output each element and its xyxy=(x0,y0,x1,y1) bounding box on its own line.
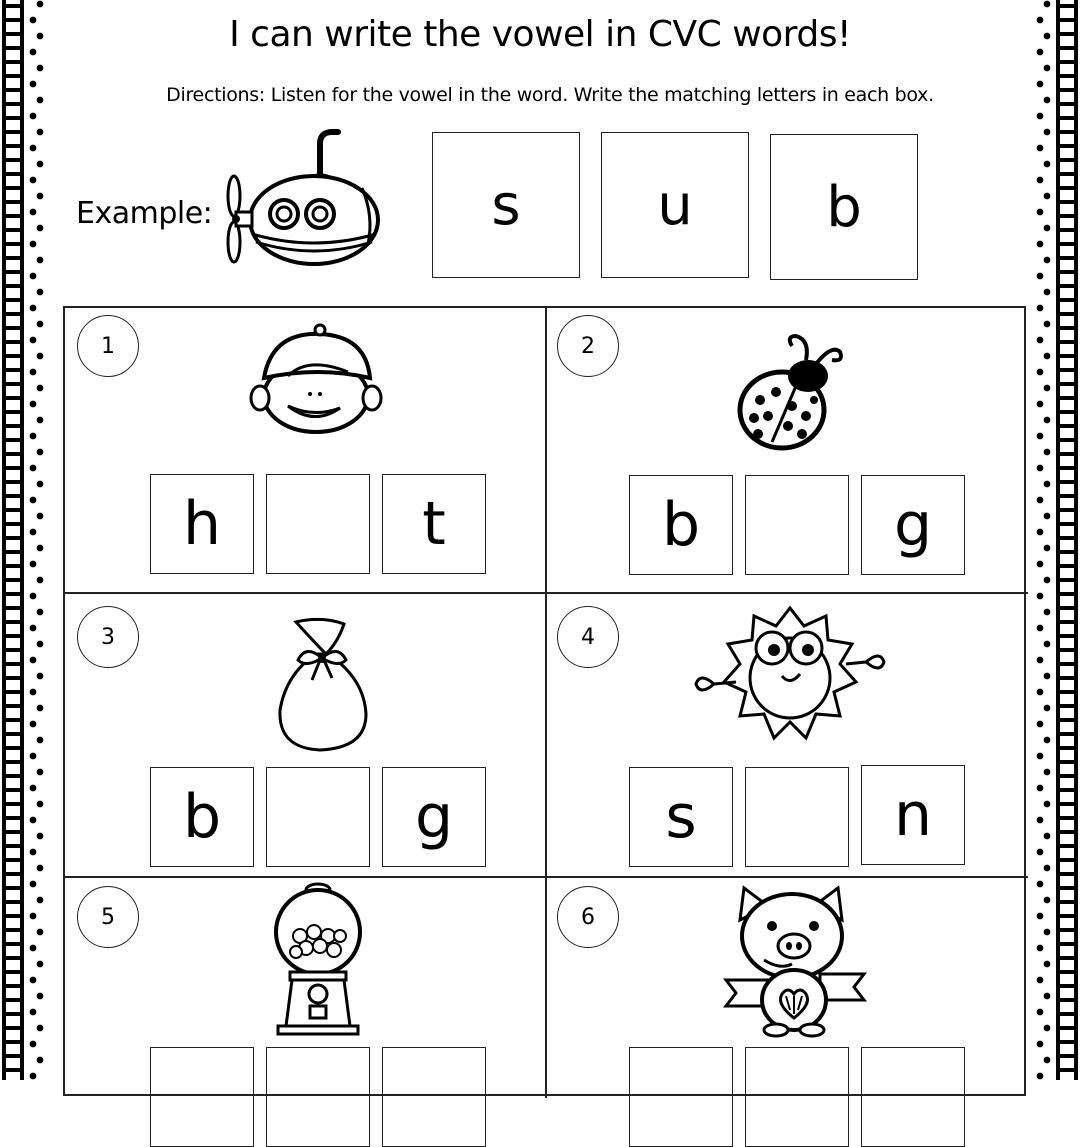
item-number-6: 6 xyxy=(557,886,619,948)
item-2-letter-box-3[interactable]: g xyxy=(861,475,965,575)
directions-text: Directions: Listen for the vowel in the word. Write the matching letters in each box. xyxy=(166,84,934,106)
item-3-letter-box-1[interactable]: b xyxy=(150,767,254,867)
item-number-5: 5 xyxy=(77,886,139,948)
item-number-3: 3 xyxy=(77,606,139,668)
grid-divider-vertical xyxy=(545,308,547,1098)
item-1-letter-box-2[interactable] xyxy=(266,474,370,574)
ladybug-icon xyxy=(736,330,848,452)
pig-icon xyxy=(720,880,870,1038)
item-2-letter-box-1[interactable]: b xyxy=(629,475,733,575)
item-5-letter-box-1[interactable] xyxy=(150,1047,254,1147)
left-border-decoration xyxy=(0,0,48,1080)
item-5-letter-box-2[interactable] xyxy=(266,1047,370,1147)
item-4-letter-box-3[interactable]: n xyxy=(861,765,965,865)
item-6-letter-box-1[interactable] xyxy=(629,1047,733,1147)
example-letter-box-2: u xyxy=(601,132,749,278)
item-5-letter-box-3[interactable] xyxy=(382,1047,486,1147)
grid-divider-row-2 xyxy=(65,876,1028,878)
item-6-letter-box-2[interactable] xyxy=(745,1047,849,1147)
item-number-4: 4 xyxy=(557,606,619,668)
item-1-letter-box-3[interactable]: t xyxy=(382,474,486,574)
item-3-letter-box-2[interactable] xyxy=(266,767,370,867)
item-2-letter-box-2[interactable] xyxy=(745,475,849,575)
submarine-icon xyxy=(222,124,382,274)
item-1-letter-box-1[interactable]: h xyxy=(150,474,254,574)
item-4-letter-box-1[interactable]: s xyxy=(629,767,733,867)
item-number-2: 2 xyxy=(557,315,619,377)
item-number-1: 1 xyxy=(77,315,139,377)
gumball-machine-icon xyxy=(270,880,366,1036)
item-3-letter-box-3[interactable]: g xyxy=(382,767,486,867)
boy-with-hat-icon xyxy=(248,322,384,438)
grid-divider-row-1 xyxy=(65,592,1028,594)
example-letter-box-3: b xyxy=(770,134,918,280)
worksheet-title: I can write the vowel in CVC words! xyxy=(229,14,851,55)
example-label: Example: xyxy=(76,196,213,231)
item-6-letter-box-3[interactable] xyxy=(861,1047,965,1147)
bag-icon xyxy=(272,614,372,754)
right-border-decoration xyxy=(1032,0,1080,1080)
item-4-letter-box-2[interactable] xyxy=(745,767,849,867)
sun-icon xyxy=(690,604,890,750)
example-letter-box-1: s xyxy=(432,132,580,278)
